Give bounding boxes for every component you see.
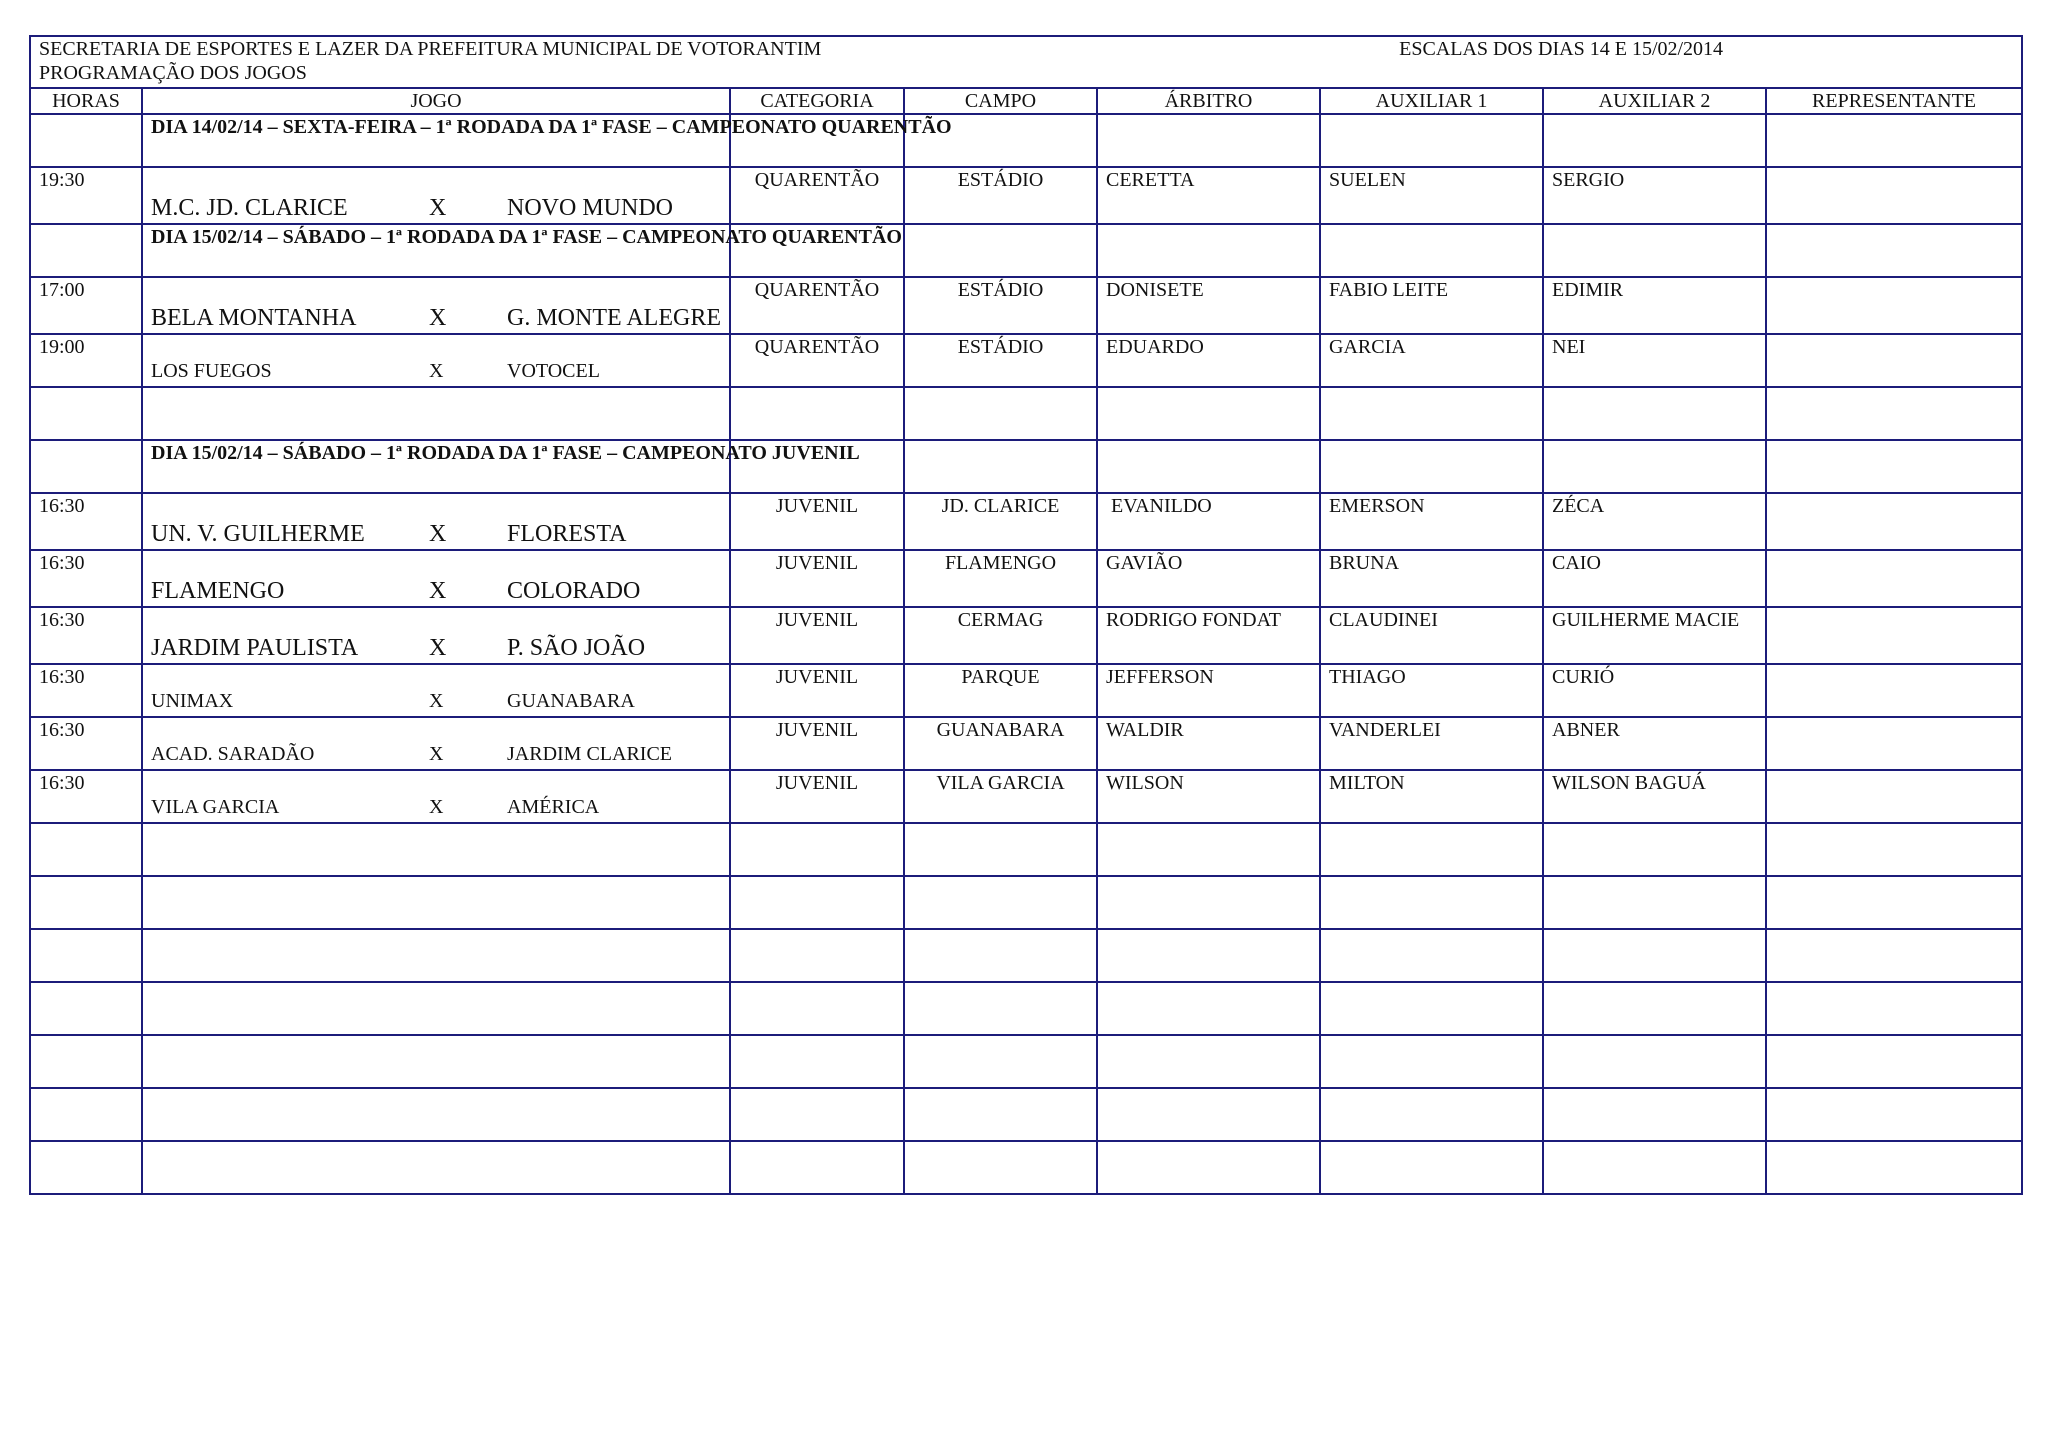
day-title: DIA 15/02/14 – SÁBADO – 1ª RODADA DA 1ª FASE – CAMPEONATO JUVENIL <box>142 440 730 493</box>
game-aux2: ABNER <box>1543 717 1766 770</box>
column-header-row <box>30 88 2022 114</box>
vs-mark: X <box>429 521 447 547</box>
org-title: SECRETARIA DE ESPORTES E LAZER DA PREFEITURA MUNICIPAL DE VOTORANTIM <box>39 38 822 60</box>
game-aux2: SERGIO <box>1543 167 1766 224</box>
game-arbitro: RODRIGO FONDAT <box>1097 607 1320 664</box>
game-arbitro: EDUARDO <box>1097 334 1320 387</box>
team-home: UNIMAX <box>151 690 234 712</box>
game-aux1: BRUNA <box>1320 550 1543 607</box>
team-away: NOVO MUNDO <box>507 195 673 221</box>
vs-mark: X <box>429 690 444 712</box>
col-campo: CAMPO <box>904 88 1097 114</box>
game-row <box>30 277 2022 334</box>
game-arbitro: JEFFERSON <box>1097 664 1320 717</box>
empty-row <box>30 823 2022 876</box>
vs-mark: X <box>429 578 447 604</box>
escalas-title: ESCALAS DOS DIAS 14 E 15/02/2014 <box>1399 38 1724 60</box>
game-categoria: JUVENIL <box>730 607 904 664</box>
day-row <box>30 440 2022 493</box>
game-arbitro: GAVIÃO <box>1097 550 1320 607</box>
game-row <box>30 334 2022 387</box>
game-aux2: CAIO <box>1543 550 1766 607</box>
team-away: P. SÃO JOÃO <box>507 635 646 661</box>
empty-row <box>30 929 2022 982</box>
game-aux2: NEI <box>1543 334 1766 387</box>
game-row <box>30 550 2022 607</box>
game-aux1: GARCIA <box>1320 334 1543 387</box>
game-representante <box>1766 277 2022 334</box>
game-campo: PARQUE <box>904 664 1097 717</box>
team-home: M.C. JD. CLARICE <box>151 195 348 221</box>
game-campo: GUANABARA <box>904 717 1097 770</box>
empty-row <box>30 1141 2022 1194</box>
game-aux1: MILTON <box>1320 770 1543 823</box>
game-row <box>30 770 2022 823</box>
game-hora: 16:30 <box>30 493 142 550</box>
title-row <box>30 36 2022 88</box>
day-title: DIA 15/02/14 – SÁBADO – 1ª RODADA DA 1ª FASE – CAMPEONATO QUARENTÃO <box>142 224 730 277</box>
game-representante <box>1766 550 2022 607</box>
game-hora: 17:00 <box>30 277 142 334</box>
col-jogo: JOGO <box>142 88 730 114</box>
game-jogo <box>142 550 730 607</box>
game-representante <box>1766 717 2022 770</box>
team-home: UN. V. GUILHERME <box>151 521 365 547</box>
col-arbitro: ÁRBITRO <box>1097 88 1320 114</box>
col-auxiliar2: AUXILIAR 2 <box>1543 88 1766 114</box>
game-representante <box>1766 493 2022 550</box>
game-arbitro: DONISETE <box>1097 277 1320 334</box>
game-categoria: QUARENTÃO <box>730 167 904 224</box>
vs-mark: X <box>429 195 447 221</box>
empty-row <box>30 1088 2022 1141</box>
game-campo: ESTÁDIO <box>904 334 1097 387</box>
game-categoria: JUVENIL <box>730 664 904 717</box>
team-away: G. MONTE ALEGRE <box>507 305 721 331</box>
game-hora: 19:30 <box>30 167 142 224</box>
team-home: ACAD. SARADÃO <box>151 743 315 765</box>
game-representante <box>1766 664 2022 717</box>
game-representante <box>1766 167 2022 224</box>
game-representante <box>1766 770 2022 823</box>
game-arbitro: CERETTA <box>1097 167 1320 224</box>
empty-row <box>30 982 2022 1035</box>
empty-row <box>30 1035 2022 1088</box>
team-away: JARDIM CLARICE <box>507 743 673 765</box>
team-away: GUANABARA <box>507 690 635 712</box>
team-home: FLAMENGO <box>151 578 285 604</box>
game-aux1: CLAUDINEI <box>1320 607 1543 664</box>
game-categoria: QUARENTÃO <box>730 334 904 387</box>
day-row <box>30 114 2022 167</box>
game-campo: ESTÁDIO <box>904 277 1097 334</box>
col-representante: REPRESENTANTE <box>1766 88 2022 114</box>
game-jogo <box>142 717 730 770</box>
game-categoria: QUARENTÃO <box>730 277 904 334</box>
game-hora: 19:00 <box>30 334 142 387</box>
game-aux2: EDIMIR <box>1543 277 1766 334</box>
game-hora: 16:30 <box>30 717 142 770</box>
programacao-title: PROGRAMAÇÃO DOS JOGOS <box>39 62 307 84</box>
game-arbitro: WALDIR <box>1097 717 1320 770</box>
game-aux1: SUELEN <box>1320 167 1543 224</box>
game-categoria: JUVENIL <box>730 493 904 550</box>
empty-row <box>30 387 2022 440</box>
game-aux2: CURIÓ <box>1543 664 1766 717</box>
game-row <box>30 664 2022 717</box>
team-home: JARDIM PAULISTA <box>151 635 359 661</box>
col-auxiliar1: AUXILIAR 1 <box>1320 88 1543 114</box>
game-aux1: THIAGO <box>1320 664 1543 717</box>
empty-row <box>30 876 2022 929</box>
vs-mark: X <box>429 360 444 382</box>
game-campo: FLAMENGO <box>904 550 1097 607</box>
day-title: DIA 14/02/14 – SEXTA-FEIRA – 1ª RODADA DA 1ª FASE – CAMPEONATO QUARENTÃO <box>142 114 730 167</box>
team-home: VILA GARCIA <box>151 796 280 818</box>
game-campo: VILA GARCIA <box>904 770 1097 823</box>
game-jogo <box>142 334 730 387</box>
game-jogo <box>142 607 730 664</box>
team-home: LOS FUEGOS <box>151 360 272 382</box>
game-campo: CERMAG <box>904 607 1097 664</box>
game-aux2: ZÉCA <box>1543 493 1766 550</box>
team-away: COLORADO <box>507 578 641 604</box>
game-categoria: JUVENIL <box>730 717 904 770</box>
col-horas: HORAS <box>30 88 142 114</box>
game-aux2: WILSON BAGUÁ <box>1543 770 1766 823</box>
game-aux1: FABIO LEITE <box>1320 277 1543 334</box>
game-jogo <box>142 770 730 823</box>
game-row <box>30 493 2022 550</box>
game-representante <box>1766 334 2022 387</box>
vs-mark: X <box>429 305 447 331</box>
vs-mark: X <box>429 796 444 818</box>
game-campo: ESTÁDIO <box>904 167 1097 224</box>
game-aux1: VANDERLEI <box>1320 717 1543 770</box>
team-away: VOTOCEL <box>507 360 600 382</box>
team-home: BELA MONTANHA <box>151 305 357 331</box>
vs-mark: X <box>429 635 447 661</box>
game-row <box>30 717 2022 770</box>
game-jogo <box>142 277 730 334</box>
vs-mark: X <box>429 743 444 765</box>
game-aux1: EMERSON <box>1320 493 1543 550</box>
schedule-table <box>29 35 2023 1195</box>
game-arbitro: WILSON <box>1097 770 1320 823</box>
game-jogo <box>142 493 730 550</box>
game-hora: 16:30 <box>30 550 142 607</box>
team-away: FLORESTA <box>507 521 627 547</box>
team-away: AMÉRICA <box>507 796 600 818</box>
game-aux2: GUILHERME MACIE <box>1543 607 1766 664</box>
day-row <box>30 224 2022 277</box>
col-categoria: CATEGORIA <box>730 88 904 114</box>
game-arbitro: EVANILDO <box>1097 493 1320 550</box>
game-campo: JD. CLARICE <box>904 493 1097 550</box>
game-hora: 16:30 <box>30 664 142 717</box>
game-hora: 16:30 <box>30 607 142 664</box>
game-jogo <box>142 664 730 717</box>
game-row <box>30 167 2022 224</box>
game-hora: 16:30 <box>30 770 142 823</box>
game-categoria: JUVENIL <box>730 770 904 823</box>
game-categoria: JUVENIL <box>730 550 904 607</box>
game-representante <box>1766 607 2022 664</box>
game-row <box>30 607 2022 664</box>
title-cell <box>30 36 2022 88</box>
game-jogo <box>142 167 730 224</box>
